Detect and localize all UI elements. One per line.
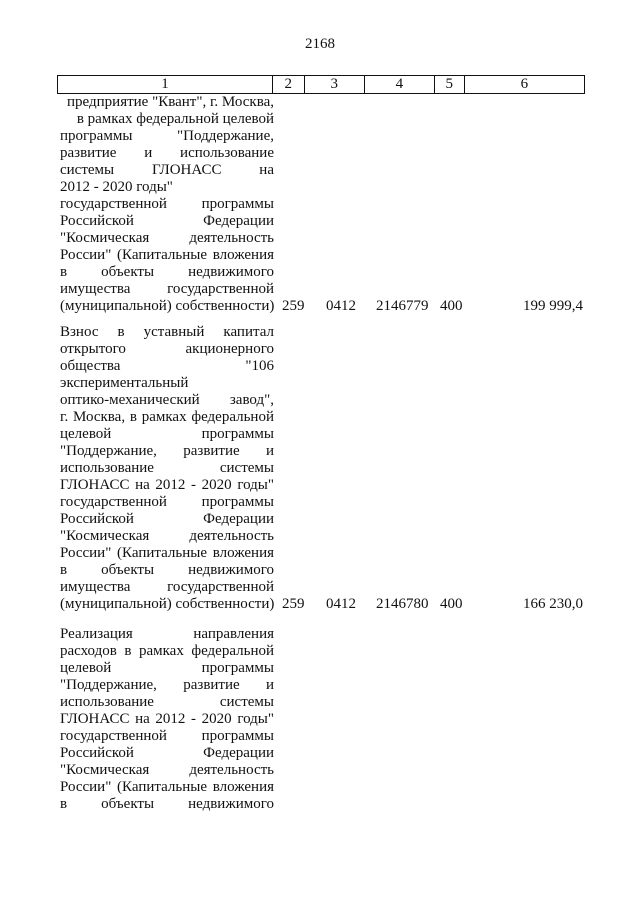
description-line: экспериментальный (60, 375, 189, 391)
row-description (60, 626, 274, 813)
target-article-code: 2146780 (376, 596, 429, 612)
description-line: оптико-механический завод", (60, 392, 274, 408)
description-line: Российской Федерации (60, 213, 274, 229)
description-line: имущества государственной (60, 579, 274, 595)
description-line: "Космическая деятельность (60, 230, 274, 246)
description-line: в объекты недвижимого (60, 796, 274, 812)
column-header-1: 1 (58, 76, 273, 94)
column-header-2: 2 (272, 76, 304, 94)
section-code: 0412 (326, 596, 356, 612)
section-code: 0412 (326, 298, 356, 314)
description-line: (муниципальной) собственности) (60, 298, 275, 314)
description-line: "Поддержание, развитие и (60, 443, 274, 459)
description-line: целевой программы (60, 660, 274, 676)
column-header-4: 4 (364, 76, 434, 94)
description-line: России" (Капитальные вложения (60, 545, 274, 561)
chapter-code: 259 (282, 298, 305, 314)
row-description (60, 94, 274, 315)
description-line: ГЛОНАСС на 2012 - 2020 годы" (60, 477, 274, 493)
description-line: ГЛОНАСС на 2012 - 2020 годы" (60, 711, 274, 727)
description-line: государственной программы (60, 494, 274, 510)
amount-value: 199 999,4 (523, 298, 583, 314)
description-line: "Космическая деятельность (60, 762, 274, 778)
description-line: государственной программы (60, 728, 274, 744)
description-line: использование системы (60, 460, 274, 476)
description-line: Российской Федерации (60, 511, 274, 527)
description-line: России" (Капитальные вложения (60, 247, 274, 263)
description-line: использование системы (60, 694, 274, 710)
description-line: расходов в рамках федеральной (60, 643, 274, 659)
description-line: программы "Поддержание, (60, 128, 274, 144)
page-number: 2168 (305, 36, 335, 52)
amount-value: 166 230,0 (523, 596, 583, 612)
description-line: "Космическая деятельность (60, 528, 274, 544)
description-line: 2012 - 2020 годы" (60, 179, 173, 195)
expense-type-code: 400 (440, 596, 463, 612)
column-header-table (57, 75, 585, 94)
description-line: предприятие "Квант", г. Москва, (67, 94, 274, 110)
description-line: в объекты недвижимого (60, 562, 274, 578)
description-line: государственной программы (60, 196, 274, 212)
column-header-row (58, 76, 585, 94)
description-line: России" (Капитальные вложения (60, 779, 274, 795)
chapter-code: 259 (282, 596, 305, 612)
description-line: открытого акционерного (60, 341, 274, 357)
description-line: (муниципальной) собственности) (60, 596, 275, 612)
description-line: Взнос в уставный капитал (60, 324, 274, 340)
description-line: системы ГЛОНАСС на (60, 162, 274, 178)
description-line: целевой программы (60, 426, 274, 442)
description-line: Реализация направления (60, 626, 274, 642)
description-line: имущества государственной (60, 281, 274, 297)
description-line: в рамках федеральной целевой (76, 111, 274, 127)
column-header-6: 6 (464, 76, 584, 94)
description-line: "Поддержание, развитие и (60, 677, 274, 693)
expense-type-code: 400 (440, 298, 463, 314)
description-line: г. Москва, в рамках федеральной (60, 409, 274, 425)
description-line: развитие и использование (60, 145, 274, 161)
description-line: общества "106 (60, 358, 274, 374)
description-line: Российской Федерации (60, 745, 274, 761)
column-header-5: 5 (434, 76, 464, 94)
description-line: в объекты недвижимого (60, 264, 274, 280)
row-description (60, 324, 274, 613)
column-header-3: 3 (304, 76, 364, 94)
target-article-code: 2146779 (376, 298, 429, 314)
